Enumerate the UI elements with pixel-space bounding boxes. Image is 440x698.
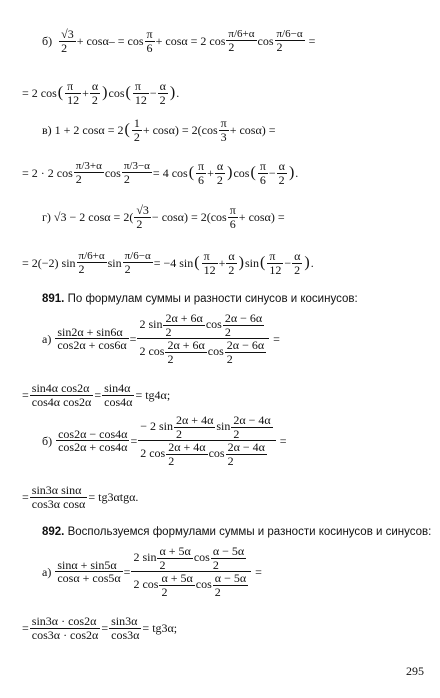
page-number: 295 <box>406 664 424 678</box>
equation-891a-line2: = $\frac{\text{sin4α cos2α}}{\text{cos4α cos2α}}$ = $\frac{\sin 4\alpha}{\cos 4\alpha}$ = tg4α; <box>22 381 171 409</box>
equation-891b-line1: б) $\frac{\cos 2\alpha - \cos 4\alpha}{\cos 2\alpha + \cos 4\alpha}$ = − 2 sin $\frac{2\alpha + 4\alpha}{2}$ sin $\frac{2\alpha - 4\alpha}{2}$ 2 cos $\frac{2\alpha + 4\alpha}{2}$ cos $\frac{2\alpha - 4\alpha}{2}$ = <box>42 413 287 468</box>
equation-891a-line1: а) $\frac{\sin 2\alpha + \sin 6\alpha}{\cos 2\alpha + \cos 6\alpha}$ = 2 sin $\frac{2\alpha + 6\alpha}{2}$ cos $\frac{2\alpha - 6\alpha}{2}$ 2 cos $\frac{2\alpha + 6\alpha}{2}$ cos $\frac{2\alpha - 6\alpha}{2}$ = <box>42 311 280 366</box>
equation-891b-line2: = $\frac{\text{sin3α sinα}}{\text{cos3α cosα}}$ = tg3αtgα. <box>22 483 139 511</box>
equation-b-line2: = 2 cos ( $\frac{\pi}{12}$ + $\frac{\alpha}{2}$ ) cos ( $\frac{\pi}{12}$ − $\frac{\alpha}{2}$ ) . <box>22 79 180 107</box>
fraction: $\frac{\pi}{6}$ <box>146 27 153 55</box>
problem-891-heading <box>42 294 358 306</box>
expr: + cosα = 2 cos <box>155 34 226 49</box>
equation-v-line2: = 2 · 2 cos $\frac{\pi/3+\alpha}{2}$ cos $\frac{\pi/3-\alpha}{2}$ = 4 cos ( $\frac{\pi}{6}$ + $\frac{\alpha}{2}$ ) cos ( $\frac{\pi}{6}$ − $\frac{\alpha}{2}$ ) . <box>22 159 299 187</box>
equation-892a-line1: а) $\frac{\sin\alpha + \sin 5\alpha}{\cos\alpha + \cos 5\alpha}$ = 2 sin $\frac{\alpha + 5\alpha}{2}$ cos $\frac{\alpha - 5\alpha}{2}$ 2 cos $\frac{\alpha + 5\alpha}{2}$ cos $\frac{\alpha - 5\alpha}{2}$ = <box>42 544 262 599</box>
equation-g-line2: = 2(−2) sin $\frac{\pi/6+\alpha}{2}$ sin $\frac{\pi/6-\alpha}{2}$ = −4 sin ( $\frac{\pi}{12}$ + $\frac{\alpha}{2}$ ) sin ( $\frac{\pi}{12}$ − $\frac{\alpha}{2}$ ) . <box>22 249 314 277</box>
equation-v-line1: в) 1 + 2 cosα = 2 ( $\frac{1}{2}$ + cosα) = 2(cos $\frac{\pi}{3}$ + cosα) = <box>42 116 276 144</box>
problem-number: 891. <box>42 293 65 305</box>
problem-statement: Воспользуемся формулами суммы и разности косинусов и синусов: <box>67 526 432 538</box>
equation-b-line1 <box>42 28 315 54</box>
fraction: $\frac{√3}{2}$ <box>61 27 74 55</box>
expr: cos <box>257 34 274 49</box>
problem-892-heading <box>42 527 431 539</box>
fraction: $\frac{\pi/6-\alpha}{2}$ <box>276 27 303 55</box>
equals: = <box>308 34 316 49</box>
equation-g-line1: г) √3 − 2 cosα = 2( $\frac{√3}{2}$ − cosα) = 2(cos $\frac{\pi}{6}$ + cosα) = <box>42 203 285 231</box>
item-label: б) <box>42 34 53 49</box>
problem-number: 892. <box>42 526 65 538</box>
problem-statement: По формулам суммы и разности синусов и косинусов: <box>67 293 358 305</box>
fraction: $\frac{\pi/6+\alpha}{2}$ <box>228 27 255 55</box>
equation-892a-line2: = $\frac{\sin 3\alpha \cdot \cos 2\alpha}{\cos 3\alpha \cdot \cos 2\alpha}$ = $\frac{\sin 3\alpha}{\cos 3\alpha}$ = tg3α; <box>22 614 178 642</box>
expr: + cosα– = cos <box>76 34 144 49</box>
